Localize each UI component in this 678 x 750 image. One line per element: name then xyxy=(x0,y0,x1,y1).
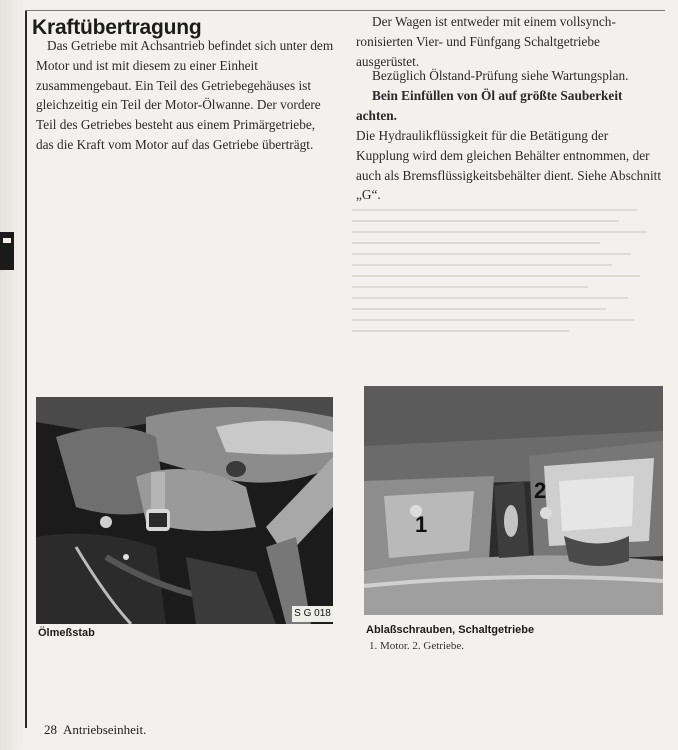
right-paragraph-3: Bein Einfüllen von Öl auf größte Sauberkeit achten. xyxy=(356,88,623,123)
chapter-name: Antriebseinheit. xyxy=(63,722,147,737)
top-rule xyxy=(25,10,665,11)
right-paragraph-4: Die Hydraulikflüssigkeit für die Betätigung der Kupplung wird dem gleichen Behälter entnommen, der auch als Bremsflüssigkeitsbehälter dient. Siehe Abschnitt „G“. xyxy=(356,128,662,203)
marker-1: 1 xyxy=(415,512,428,537)
dipstick-photo xyxy=(36,397,333,624)
drain-plug-photo xyxy=(364,386,663,615)
figure-code-label: S G 018 xyxy=(292,606,333,622)
margin-rule xyxy=(25,10,27,728)
right-figure-caption: Ablaßschrauben, Schaltgetriebe xyxy=(366,624,535,636)
marker-2: 2 xyxy=(534,478,547,503)
thumb-tab-notch xyxy=(3,238,11,243)
left-figure-caption: Ölmeßstab xyxy=(38,627,95,639)
page-footer xyxy=(44,722,146,738)
page-number: 28 xyxy=(44,722,57,737)
section-heading: Kraftübertragung xyxy=(32,16,202,39)
right-paragraph-2: Bezüglich Ölstand-Prüfung siehe Wartungsplan. xyxy=(372,68,629,83)
right-figure-legend: 1. Motor. 2. Getriebe. xyxy=(369,640,465,652)
show-through-text xyxy=(352,200,662,341)
right-paragraph-1: Der Wagen ist entweder mit einem vollsynchronisierten Vier- und Fünfgang Schaltgetriebe ausgerüstet. xyxy=(356,14,616,69)
page-edge xyxy=(0,0,24,750)
section-thumb-tab xyxy=(0,232,14,270)
left-paragraph: Das Getriebe mit Achsantrieb befindet sich unter dem Motor und ist mit diesem zu einer Einheit zusammengebaut. Ein Teil des Getriebegehäuses ist gleichzeitig ein Teil der Motor-Ölwanne. Der vordere Teil des Getriebes besteht aus einem Primärgetriebe, das die Kraft vom Motor auf das Getriebe überträgt. xyxy=(36,38,334,152)
